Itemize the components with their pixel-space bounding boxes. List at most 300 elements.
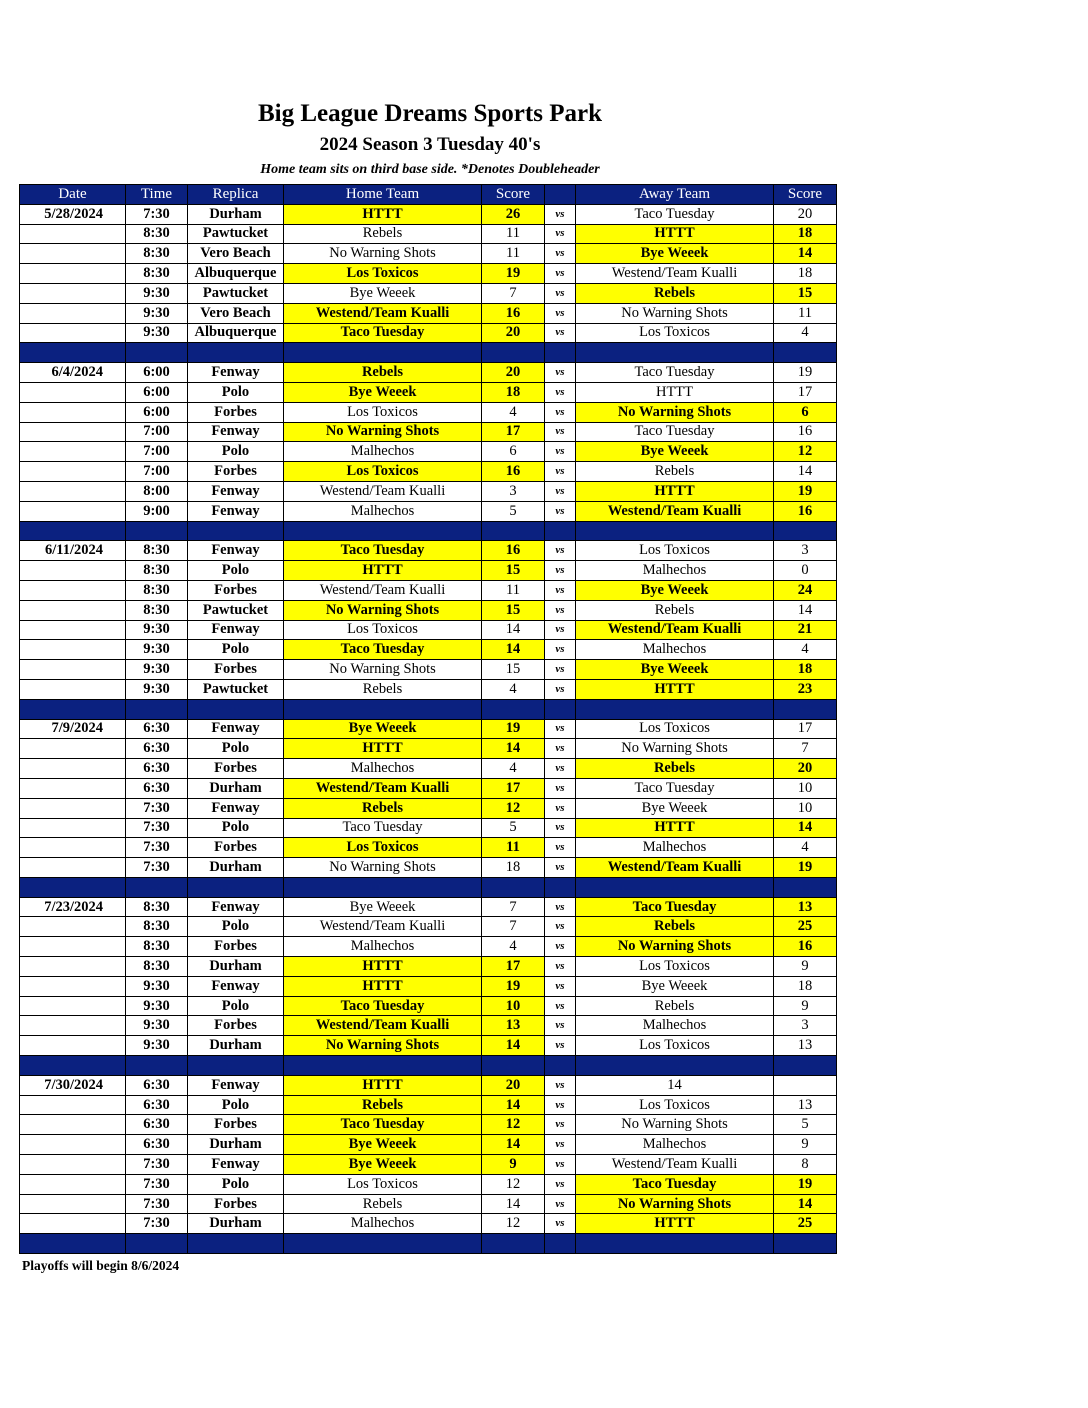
away-score: 18 (774, 264, 837, 284)
game-date (20, 1214, 126, 1234)
game-row (20, 957, 837, 977)
game-row (20, 937, 837, 957)
separator-cell (774, 1056, 837, 1076)
game-replica: Durham (188, 204, 284, 224)
separator-cell (482, 1234, 545, 1254)
home-team: Taco Tuesday (284, 640, 482, 660)
away-score: 18 (774, 224, 837, 244)
vs-label: vs (545, 660, 576, 680)
home-team: Rebels (284, 798, 482, 818)
separator-cell (545, 343, 576, 363)
away-team: Westend/Team Kualli (576, 501, 774, 521)
away-score: 14 (774, 1194, 837, 1214)
game-row (20, 561, 837, 581)
game-replica: Fenway (188, 422, 284, 442)
away-team: Rebels (576, 600, 774, 620)
home-team: HTTT (284, 976, 482, 996)
separator-cell (576, 699, 774, 719)
away-team: HTTT (576, 1214, 774, 1234)
game-row (20, 660, 837, 680)
separator-cell (576, 521, 774, 541)
separator-cell (20, 877, 126, 897)
game-time: 6:30 (126, 1115, 188, 1135)
game-time: 8:30 (126, 561, 188, 581)
home-score: 4 (482, 937, 545, 957)
game-row (20, 620, 837, 640)
game-replica: Forbes (188, 660, 284, 680)
home-team: No Warning Shots (284, 244, 482, 264)
page-title: Big League Dreams Sports Park (258, 100, 602, 127)
away-team: Taco Tuesday (576, 1174, 774, 1194)
game-row (20, 363, 837, 383)
game-time: 6:30 (126, 739, 188, 759)
game-replica: Fenway (188, 1155, 284, 1175)
vs-label: vs (545, 798, 576, 818)
home-team: Westend/Team Kualli (284, 580, 482, 600)
schedule-table (19, 184, 837, 1254)
away-score: 16 (774, 501, 837, 521)
separator-cell (188, 699, 284, 719)
game-date (20, 501, 126, 521)
game-time: 9:30 (126, 640, 188, 660)
away-team: HTTT (576, 679, 774, 699)
away-team: No Warning Shots (576, 402, 774, 422)
game-time: 8:00 (126, 481, 188, 501)
game-time: 7:00 (126, 462, 188, 482)
vs-label: vs (545, 1155, 576, 1175)
away-score: 10 (774, 778, 837, 798)
away-score: 19 (774, 1174, 837, 1194)
home-score: 19 (482, 976, 545, 996)
away-score: 8 (774, 1155, 837, 1175)
home-score: 9 (482, 1155, 545, 1175)
game-date (20, 957, 126, 977)
separator-cell (284, 1056, 482, 1076)
game-replica: Forbes (188, 937, 284, 957)
away-team: No Warning Shots (576, 303, 774, 323)
game-date (20, 620, 126, 640)
game-row (20, 323, 837, 343)
vs-label: vs (545, 1036, 576, 1056)
game-row (20, 402, 837, 422)
home-team: Los Toxicos (284, 264, 482, 284)
game-row (20, 600, 837, 620)
game-row (20, 858, 837, 878)
game-replica: Durham (188, 957, 284, 977)
separator-cell (126, 699, 188, 719)
game-row (20, 679, 837, 699)
header-row (20, 185, 837, 205)
page-subtitle: 2024 Season 3 Tuesday 40's (319, 134, 541, 155)
game-time: 9:30 (126, 620, 188, 640)
col-date-header: Date (20, 185, 126, 205)
vs-label: vs (545, 402, 576, 422)
away-score: 3 (774, 541, 837, 561)
home-team: Rebels (284, 363, 482, 383)
game-date (20, 1135, 126, 1155)
away-team: Malhechos (576, 1016, 774, 1036)
vs-label: vs (545, 363, 576, 383)
game-replica: Durham (188, 1036, 284, 1056)
game-replica: Polo (188, 640, 284, 660)
vs-label: vs (545, 422, 576, 442)
game-replica: Durham (188, 1135, 284, 1155)
away-team: Rebels (576, 759, 774, 779)
home-team: Los Toxicos (284, 838, 482, 858)
game-replica: Fenway (188, 1075, 284, 1095)
separator-cell (188, 1234, 284, 1254)
away-score: 18 (774, 976, 837, 996)
away-score: 13 (774, 1036, 837, 1056)
away-score: 13 (774, 897, 837, 917)
game-replica: Forbes (188, 402, 284, 422)
home-team: Bye Weeek (284, 382, 482, 402)
away-score: 17 (774, 719, 837, 739)
away-team: HTTT (576, 818, 774, 838)
vs-label: vs (545, 1095, 576, 1115)
game-time: 9:30 (126, 323, 188, 343)
home-team: HTTT (284, 957, 482, 977)
vs-label: vs (545, 917, 576, 937)
game-date (20, 798, 126, 818)
separator-cell (20, 343, 126, 363)
away-team: Bye Weeek (576, 976, 774, 996)
away-score: 3 (774, 1016, 837, 1036)
game-time: 8:30 (126, 264, 188, 284)
game-replica: Fenway (188, 363, 284, 383)
vs-label: vs (545, 1016, 576, 1036)
home-score: 3 (482, 481, 545, 501)
game-row (20, 640, 837, 660)
game-replica: Polo (188, 739, 284, 759)
away-team: Malhechos (576, 838, 774, 858)
game-date: 6/11/2024 (20, 541, 126, 561)
game-date: 5/28/2024 (20, 204, 126, 224)
game-time: 8:30 (126, 917, 188, 937)
away-team: Westend/Team Kualli (576, 858, 774, 878)
game-date (20, 422, 126, 442)
away-score: 20 (774, 759, 837, 779)
game-date (20, 739, 126, 759)
away-score: 13 (774, 1095, 837, 1115)
separator-cell (188, 1056, 284, 1076)
game-date (20, 640, 126, 660)
vs-label: vs (545, 481, 576, 501)
away-score: 4 (774, 838, 837, 858)
game-row (20, 264, 837, 284)
away-team: Los Toxicos (576, 1095, 774, 1115)
separator-cell (20, 1056, 126, 1076)
home-team: HTTT (284, 1075, 482, 1095)
game-row (20, 976, 837, 996)
week-separator (20, 1056, 837, 1076)
away-score: 14 (774, 818, 837, 838)
home-score: 19 (482, 264, 545, 284)
separator-cell (126, 1234, 188, 1254)
home-score: 15 (482, 660, 545, 680)
home-team: No Warning Shots (284, 1036, 482, 1056)
home-team: No Warning Shots (284, 660, 482, 680)
game-time: 9:30 (126, 679, 188, 699)
game-date (20, 778, 126, 798)
separator-cell (126, 521, 188, 541)
home-score: 7 (482, 283, 545, 303)
away-score: 0 (774, 561, 837, 581)
separator-cell (545, 1234, 576, 1254)
home-score: 5 (482, 818, 545, 838)
home-score: 14 (482, 620, 545, 640)
away-team: Taco Tuesday (576, 422, 774, 442)
vs-label: vs (545, 224, 576, 244)
away-score: 12 (774, 442, 837, 462)
vs-label: vs (545, 838, 576, 858)
separator-cell (545, 521, 576, 541)
away-team: Taco Tuesday (576, 204, 774, 224)
home-score: 11 (482, 244, 545, 264)
game-replica: Forbes (188, 580, 284, 600)
away-team: Westend/Team Kualli (576, 1155, 774, 1175)
separator-cell (545, 1056, 576, 1076)
vs-label: vs (545, 561, 576, 581)
game-time: 6:00 (126, 363, 188, 383)
game-row (20, 818, 837, 838)
home-team: Taco Tuesday (284, 1115, 482, 1135)
home-team: Westend/Team Kualli (284, 1016, 482, 1036)
vs-label: vs (545, 323, 576, 343)
game-replica: Albuquerque (188, 264, 284, 284)
home-score: 20 (482, 323, 545, 343)
game-time: 8:30 (126, 957, 188, 977)
game-date (20, 1155, 126, 1175)
home-team: Taco Tuesday (284, 818, 482, 838)
home-score: 7 (482, 897, 545, 917)
game-replica: Forbes (188, 759, 284, 779)
home-team: Westend/Team Kualli (284, 778, 482, 798)
game-time: 7:30 (126, 204, 188, 224)
game-date (20, 1016, 126, 1036)
home-team: Taco Tuesday (284, 541, 482, 561)
vs-label: vs (545, 1214, 576, 1234)
game-time: 7:00 (126, 422, 188, 442)
away-team: HTTT (576, 382, 774, 402)
game-date (20, 402, 126, 422)
home-score: 12 (482, 1174, 545, 1194)
game-row (20, 462, 837, 482)
game-date (20, 224, 126, 244)
game-replica: Durham (188, 778, 284, 798)
away-team: No Warning Shots (576, 739, 774, 759)
away-score: 15 (774, 283, 837, 303)
home-team: Rebels (284, 679, 482, 699)
game-replica: Forbes (188, 838, 284, 858)
game-time: 7:00 (126, 442, 188, 462)
game-date (20, 660, 126, 680)
game-replica: Pawtucket (188, 679, 284, 699)
vs-label: vs (545, 600, 576, 620)
away-team: Taco Tuesday (576, 778, 774, 798)
home-score: 18 (482, 382, 545, 402)
game-date (20, 462, 126, 482)
away-score: 14 (774, 462, 837, 482)
game-time: 6:30 (126, 1135, 188, 1155)
home-score: 11 (482, 224, 545, 244)
home-team: No Warning Shots (284, 600, 482, 620)
game-replica: Fenway (188, 620, 284, 640)
game-time: 6:30 (126, 719, 188, 739)
vs-label: vs (545, 501, 576, 521)
away-score: 10 (774, 798, 837, 818)
game-date (20, 481, 126, 501)
game-time: 8:30 (126, 600, 188, 620)
home-score: 16 (482, 303, 545, 323)
game-row (20, 382, 837, 402)
separator-cell (188, 521, 284, 541)
home-score: 17 (482, 957, 545, 977)
home-score: 18 (482, 858, 545, 878)
away-score: 20 (774, 204, 837, 224)
separator-cell (188, 343, 284, 363)
game-time: 9:30 (126, 303, 188, 323)
separator-cell (284, 1234, 482, 1254)
game-replica: Polo (188, 442, 284, 462)
separator-cell (545, 699, 576, 719)
separator-cell (576, 1234, 774, 1254)
separator-cell (482, 343, 545, 363)
home-team: Malhechos (284, 759, 482, 779)
game-date (20, 303, 126, 323)
away-team: Rebels (576, 283, 774, 303)
vs-label: vs (545, 640, 576, 660)
game-row (20, 1214, 837, 1234)
separator-cell (774, 877, 837, 897)
game-replica: Fenway (188, 481, 284, 501)
home-score: 14 (482, 640, 545, 660)
home-score: 11 (482, 580, 545, 600)
home-team: No Warning Shots (284, 858, 482, 878)
away-team: Bye Weeek (576, 580, 774, 600)
game-date (20, 283, 126, 303)
home-score: 20 (482, 1075, 545, 1095)
game-row (20, 1016, 837, 1036)
home-score: 12 (482, 798, 545, 818)
game-row (20, 1155, 837, 1175)
game-time: 8:30 (126, 580, 188, 600)
game-date (20, 1174, 126, 1194)
game-row (20, 481, 837, 501)
col-home-score-header: Score (482, 185, 545, 205)
away-team: 14 (576, 1075, 774, 1095)
game-row (20, 838, 837, 858)
game-time: 9:30 (126, 1016, 188, 1036)
game-time: 9:30 (126, 996, 188, 1016)
separator-cell (576, 1056, 774, 1076)
game-row (20, 1075, 837, 1095)
away-score: 16 (774, 422, 837, 442)
game-row (20, 204, 837, 224)
vs-label: vs (545, 1115, 576, 1135)
vs-label: vs (545, 283, 576, 303)
game-row (20, 798, 837, 818)
vs-label: vs (545, 778, 576, 798)
vs-label: vs (545, 719, 576, 739)
game-row (20, 1115, 837, 1135)
separator-cell (126, 1056, 188, 1076)
away-team: Los Toxicos (576, 1036, 774, 1056)
game-replica: Polo (188, 996, 284, 1016)
home-team: Bye Weeek (284, 1135, 482, 1155)
game-date (20, 264, 126, 284)
separator-cell (20, 699, 126, 719)
away-score: 6 (774, 402, 837, 422)
vs-label: vs (545, 1194, 576, 1214)
separator-cell (284, 521, 482, 541)
away-score: 19 (774, 363, 837, 383)
away-team: Bye Weeek (576, 660, 774, 680)
game-row (20, 303, 837, 323)
home-team: Rebels (284, 1194, 482, 1214)
separator-cell (482, 521, 545, 541)
away-team: Westend/Team Kualli (576, 620, 774, 640)
home-team: Malhechos (284, 501, 482, 521)
home-score: 15 (482, 600, 545, 620)
away-team: No Warning Shots (576, 1194, 774, 1214)
game-row (20, 719, 837, 739)
game-time: 8:30 (126, 897, 188, 917)
game-replica: Polo (188, 382, 284, 402)
away-team: Bye Weeek (576, 798, 774, 818)
game-time: 6:00 (126, 402, 188, 422)
game-replica: Pawtucket (188, 224, 284, 244)
home-score: 13 (482, 1016, 545, 1036)
home-team: Los Toxicos (284, 402, 482, 422)
vs-label: vs (545, 620, 576, 640)
game-row (20, 244, 837, 264)
week-separator (20, 699, 837, 719)
game-date (20, 1115, 126, 1135)
away-team: Los Toxicos (576, 541, 774, 561)
vs-label: vs (545, 759, 576, 779)
away-team: Taco Tuesday (576, 897, 774, 917)
home-team: No Warning Shots (284, 422, 482, 442)
game-time: 7:30 (126, 1155, 188, 1175)
away-score: 5 (774, 1115, 837, 1135)
vs-label: vs (545, 244, 576, 264)
away-team: No Warning Shots (576, 937, 774, 957)
away-score: 4 (774, 640, 837, 660)
away-score: 19 (774, 481, 837, 501)
game-time: 9:30 (126, 660, 188, 680)
game-replica: Albuquerque (188, 323, 284, 343)
col-time-header: Time (126, 185, 188, 205)
game-date (20, 996, 126, 1016)
home-team: Bye Weeek (284, 1155, 482, 1175)
game-time: 8:30 (126, 541, 188, 561)
away-score: 9 (774, 957, 837, 977)
col-vs-header (545, 185, 576, 205)
game-replica: Forbes (188, 1115, 284, 1135)
game-replica: Vero Beach (188, 303, 284, 323)
away-score: 16 (774, 937, 837, 957)
game-row (20, 283, 837, 303)
game-date (20, 1036, 126, 1056)
game-time: 9:30 (126, 1036, 188, 1056)
vs-label: vs (545, 382, 576, 402)
game-date (20, 858, 126, 878)
game-date: 7/23/2024 (20, 897, 126, 917)
home-team: Los Toxicos (284, 620, 482, 640)
week-separator (20, 1234, 837, 1254)
game-time: 8:30 (126, 224, 188, 244)
